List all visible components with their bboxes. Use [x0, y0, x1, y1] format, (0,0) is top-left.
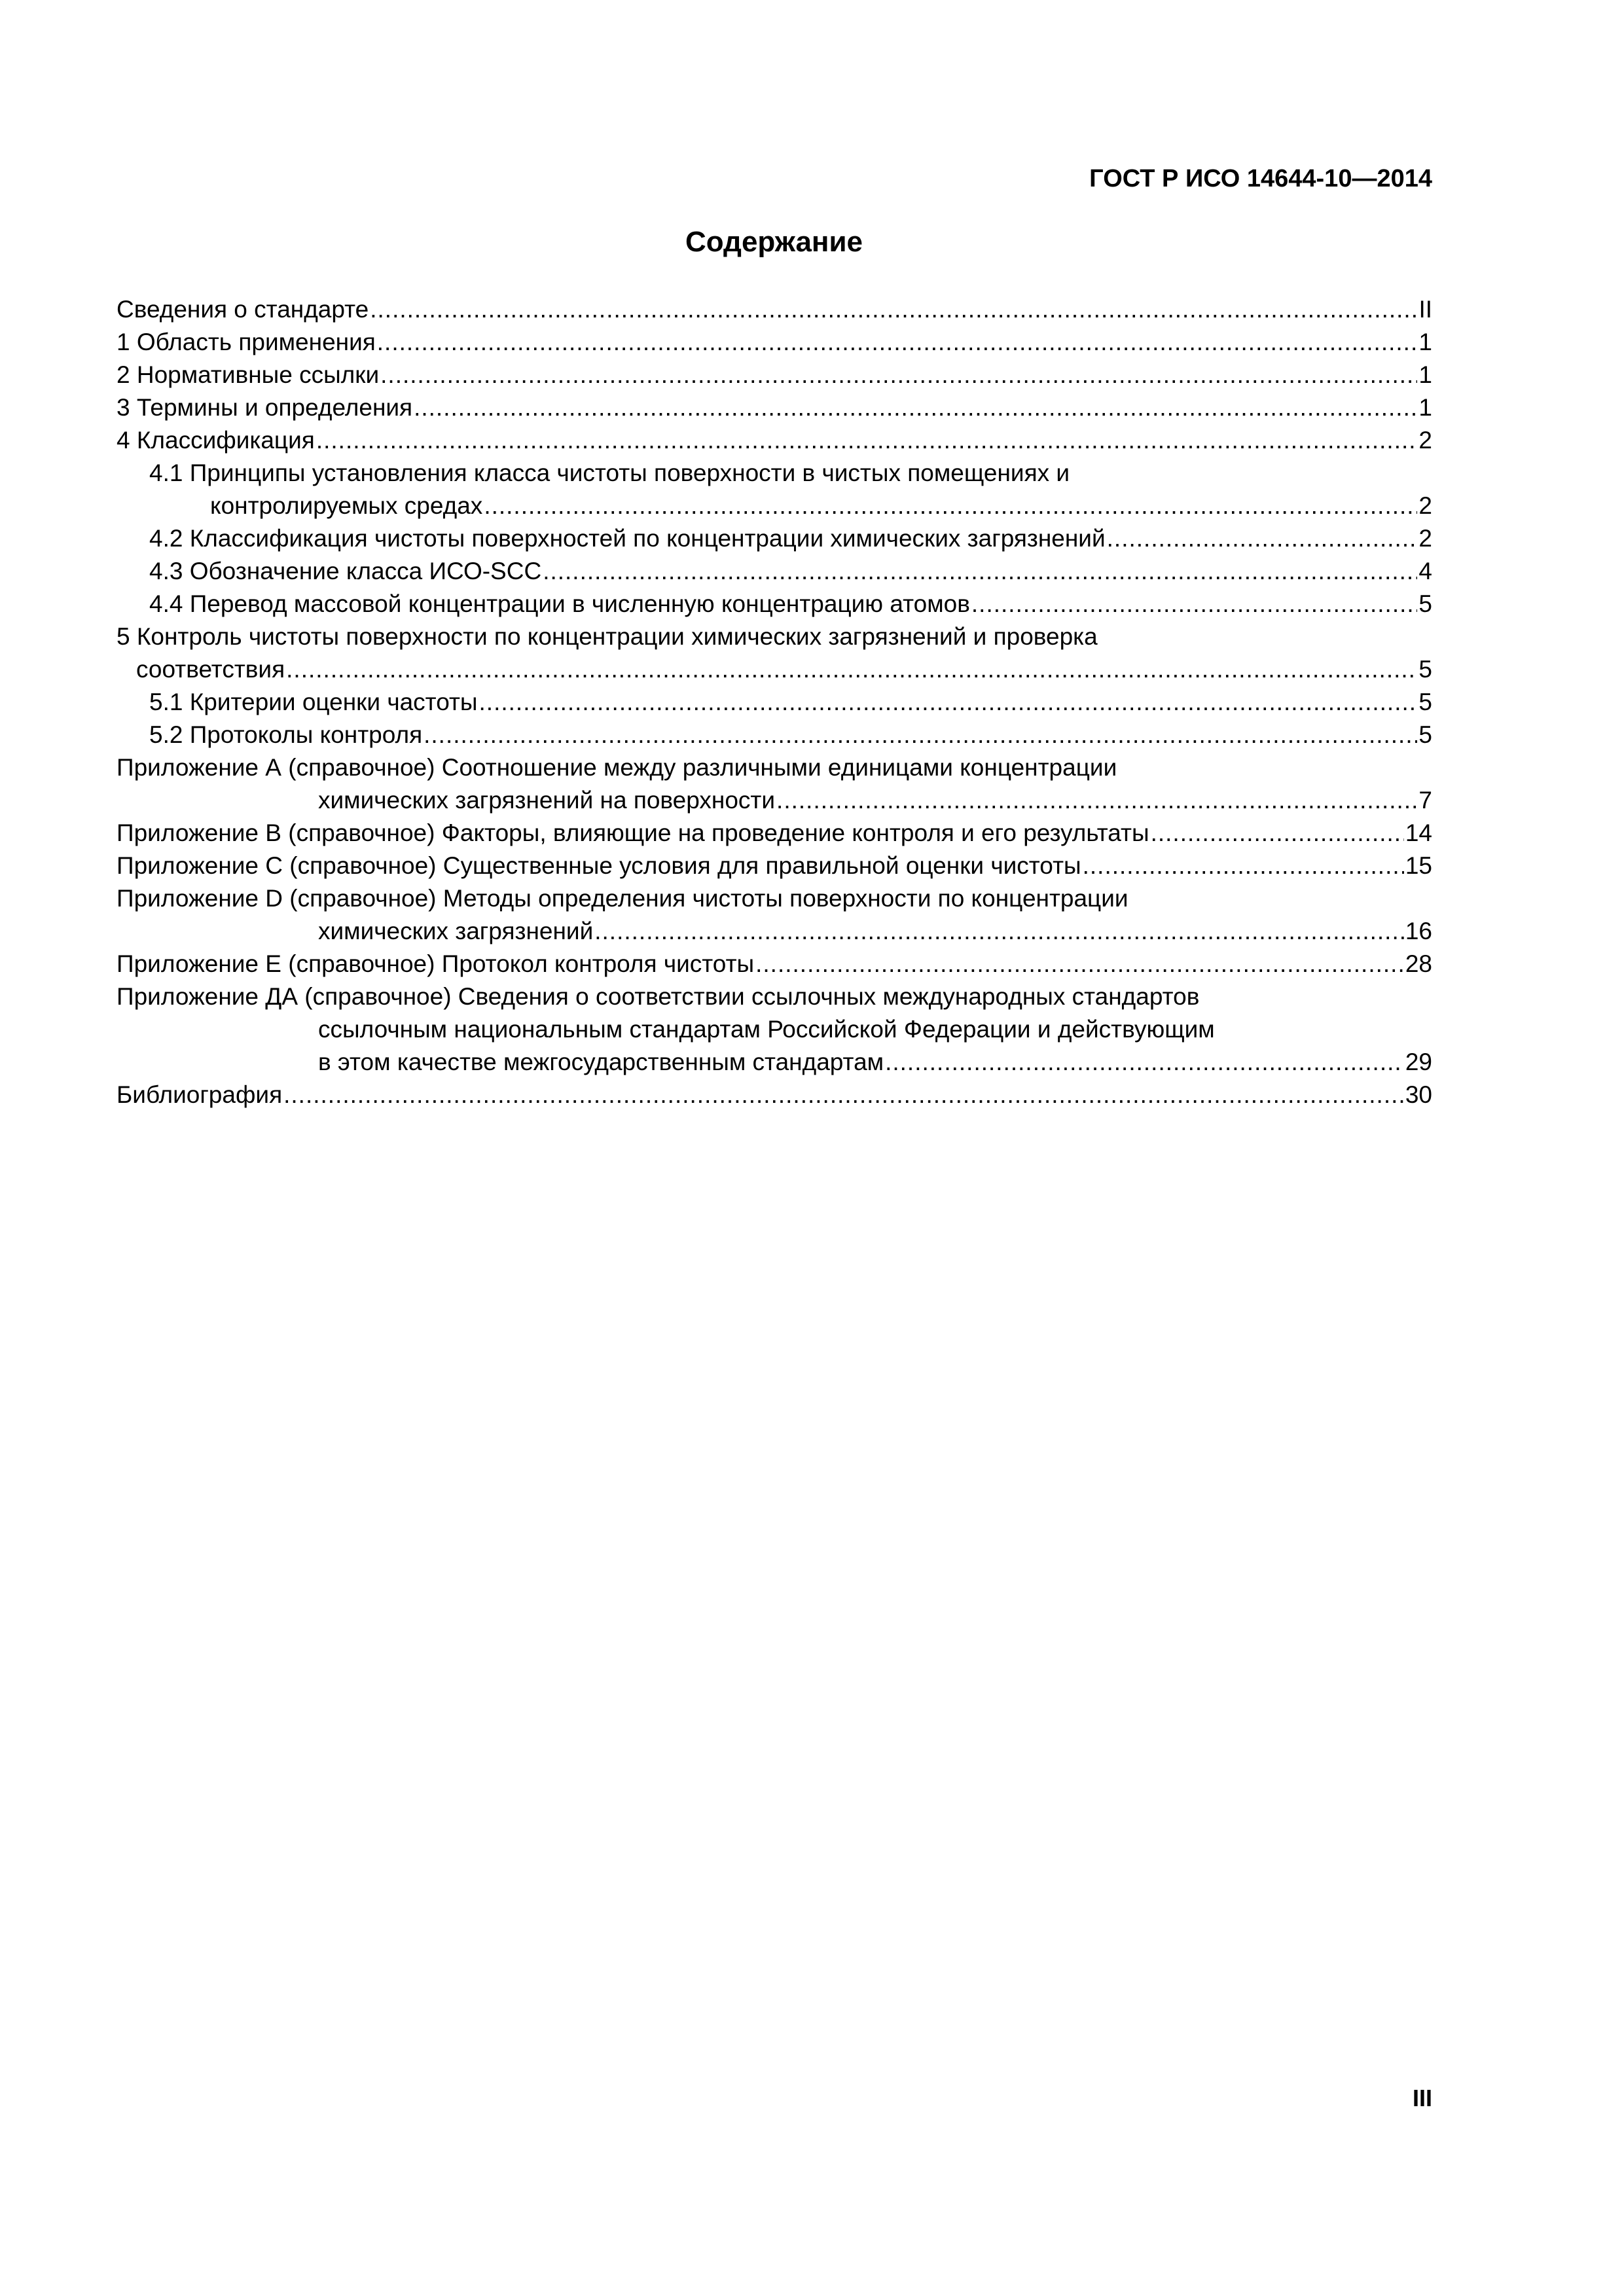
page-number: III	[1412, 2085, 1432, 2111]
toc-entry-page: 4	[1418, 558, 1432, 584]
toc-entry[interactable]	[117, 850, 1432, 882]
toc-entry-text: 5.2 Протоколы контроля	[149, 721, 423, 748]
toc-leader-dots	[316, 424, 1418, 457]
document-code: ГОСТ Р ИСО 14644-10—2014	[1089, 165, 1432, 192]
toc-leader-dots	[543, 555, 1417, 588]
toc-entry-page: 2	[1418, 427, 1432, 454]
toc-leader-dots	[380, 359, 1417, 391]
toc-entry-text-continued: химических загрязнений на поверхности	[318, 787, 776, 814]
toc-leader-dots	[971, 588, 1418, 620]
toc-entry-text: 1 Область применения	[117, 329, 376, 355]
toc-entry-page: 30	[1405, 1081, 1432, 1108]
toc-leader-dots	[377, 326, 1418, 359]
toc-entry-text-continued: ссылочным национальным стандартам Российской Федерации и действующим	[318, 1016, 1215, 1043]
toc-entry-page: 5	[1418, 590, 1432, 617]
toc-entry-text: 3 Термины и определения	[117, 394, 413, 421]
toc-entry-page: 28	[1405, 950, 1432, 977]
toc-leader-dots	[484, 490, 1417, 522]
toc-entry-text: 5.1 Критерии оценки частоты	[149, 689, 478, 715]
toc-entry-text-continued: соответствия	[136, 656, 285, 683]
table-of-contents	[117, 293, 1432, 1111]
toc-entry[interactable]	[117, 588, 1432, 620]
toc-entry[interactable]	[117, 326, 1432, 359]
toc-entry-page: 14	[1405, 819, 1432, 846]
toc-entry-page: 5	[1418, 721, 1432, 748]
toc-entry-page: 1	[1418, 394, 1432, 421]
toc-entry-text: 2 Нормативные ссылки	[117, 361, 380, 388]
toc-entry[interactable]	[117, 719, 1432, 751]
toc-leader-dots	[1083, 850, 1404, 882]
toc-leader-dots	[283, 1079, 1404, 1111]
toc-entry[interactable]	[117, 1079, 1432, 1111]
toc-leader-dots	[776, 784, 1417, 817]
toc-entry-page: 16	[1405, 918, 1432, 944]
toc-leader-dots	[594, 915, 1404, 948]
toc-entry[interactable]	[117, 293, 1432, 326]
toc-entry[interactable]	[117, 424, 1432, 457]
toc-entry-page: 5	[1418, 656, 1432, 683]
toc-entry[interactable]	[117, 555, 1432, 588]
toc-entry-multiline[interactable]	[117, 620, 1432, 686]
toc-entry-page: 1	[1418, 329, 1432, 355]
toc-entry-text: Сведения о стандарте	[117, 296, 369, 323]
toc-entry-page: 5	[1418, 689, 1432, 715]
toc-entry[interactable]	[117, 948, 1432, 980]
toc-entry[interactable]	[117, 686, 1432, 719]
toc-entry-text: 4.4 Перевод массовой концентрации в численную концентрацию атомов	[149, 590, 970, 617]
toc-entry-text-continued: контролируемых средах	[210, 492, 483, 519]
toc-leader-dots	[424, 719, 1417, 751]
toc-entry-text: Приложение Е (справочное) Протокол контроля чистоты	[117, 950, 755, 977]
toc-title: Содержание	[685, 226, 863, 258]
toc-entry-multiline[interactable]	[117, 980, 1432, 1079]
toc-leader-dots	[414, 391, 1417, 424]
toc-entry[interactable]	[117, 817, 1432, 850]
toc-leader-dots	[370, 293, 1417, 326]
toc-entry-text: 4.2 Классификация чистоты поверхностей по концентрации химических загрязнений	[149, 525, 1106, 552]
toc-entry-text: Приложение А (справочное) Соотношение между различными единицами концентрации	[117, 754, 1117, 781]
toc-entry-page: II	[1418, 296, 1432, 323]
toc-leader-dots	[1107, 522, 1418, 555]
toc-leader-dots	[479, 686, 1418, 719]
toc-entry-text: Приложение ДА (справочное) Сведения о соответствии ссылочных международных стандартов	[117, 983, 1200, 1010]
toc-entry-text-continued: химических загрязнений	[318, 918, 594, 944]
toc-entry-multiline[interactable]	[117, 882, 1432, 948]
toc-entry-page: 2	[1418, 525, 1432, 552]
toc-entry-page: 29	[1405, 1049, 1432, 1075]
toc-entry[interactable]	[117, 522, 1432, 555]
toc-entry-page: 1	[1418, 361, 1432, 388]
toc-entry[interactable]	[117, 359, 1432, 391]
toc-leader-dots	[755, 948, 1404, 980]
toc-entry-text: 4.1 Принципы установления класса чистоты поверхности в чистых помещениях и	[149, 459, 1070, 486]
toc-leader-dots	[286, 653, 1417, 686]
toc-entry-text: 5 Контроль чистоты поверхности по концентрации химических загрязнений и проверка	[117, 623, 1098, 650]
toc-entry-text: Приложение В (справочное) Факторы, влияющие на проведение контроля и его результаты	[117, 819, 1149, 846]
toc-entry-text: Библиография	[117, 1081, 283, 1108]
toc-leader-dots	[885, 1046, 1404, 1079]
toc-entry-page: 7	[1418, 787, 1432, 814]
toc-entry[interactable]	[117, 391, 1432, 424]
toc-leader-dots	[1151, 817, 1404, 850]
toc-entry-text: Приложение С (справочное) Существенные условия для правильной оценки чистоты	[117, 852, 1081, 879]
toc-entry-multiline[interactable]	[117, 751, 1432, 817]
toc-entry-page: 15	[1405, 852, 1432, 879]
toc-entry-text-continued: в этом качестве межгосударственным стандартам	[318, 1049, 884, 1075]
toc-entry-text: Приложение D (справочное) Методы определения чистоты поверхности по концентрации	[117, 885, 1128, 912]
toc-entry-multiline[interactable]	[117, 457, 1432, 522]
toc-entry-text: 4.3 Обозначение класса ИСО-SCC	[149, 558, 542, 584]
toc-entry-page: 2	[1418, 492, 1432, 519]
toc-entry-text: 4 Классификация	[117, 427, 315, 454]
